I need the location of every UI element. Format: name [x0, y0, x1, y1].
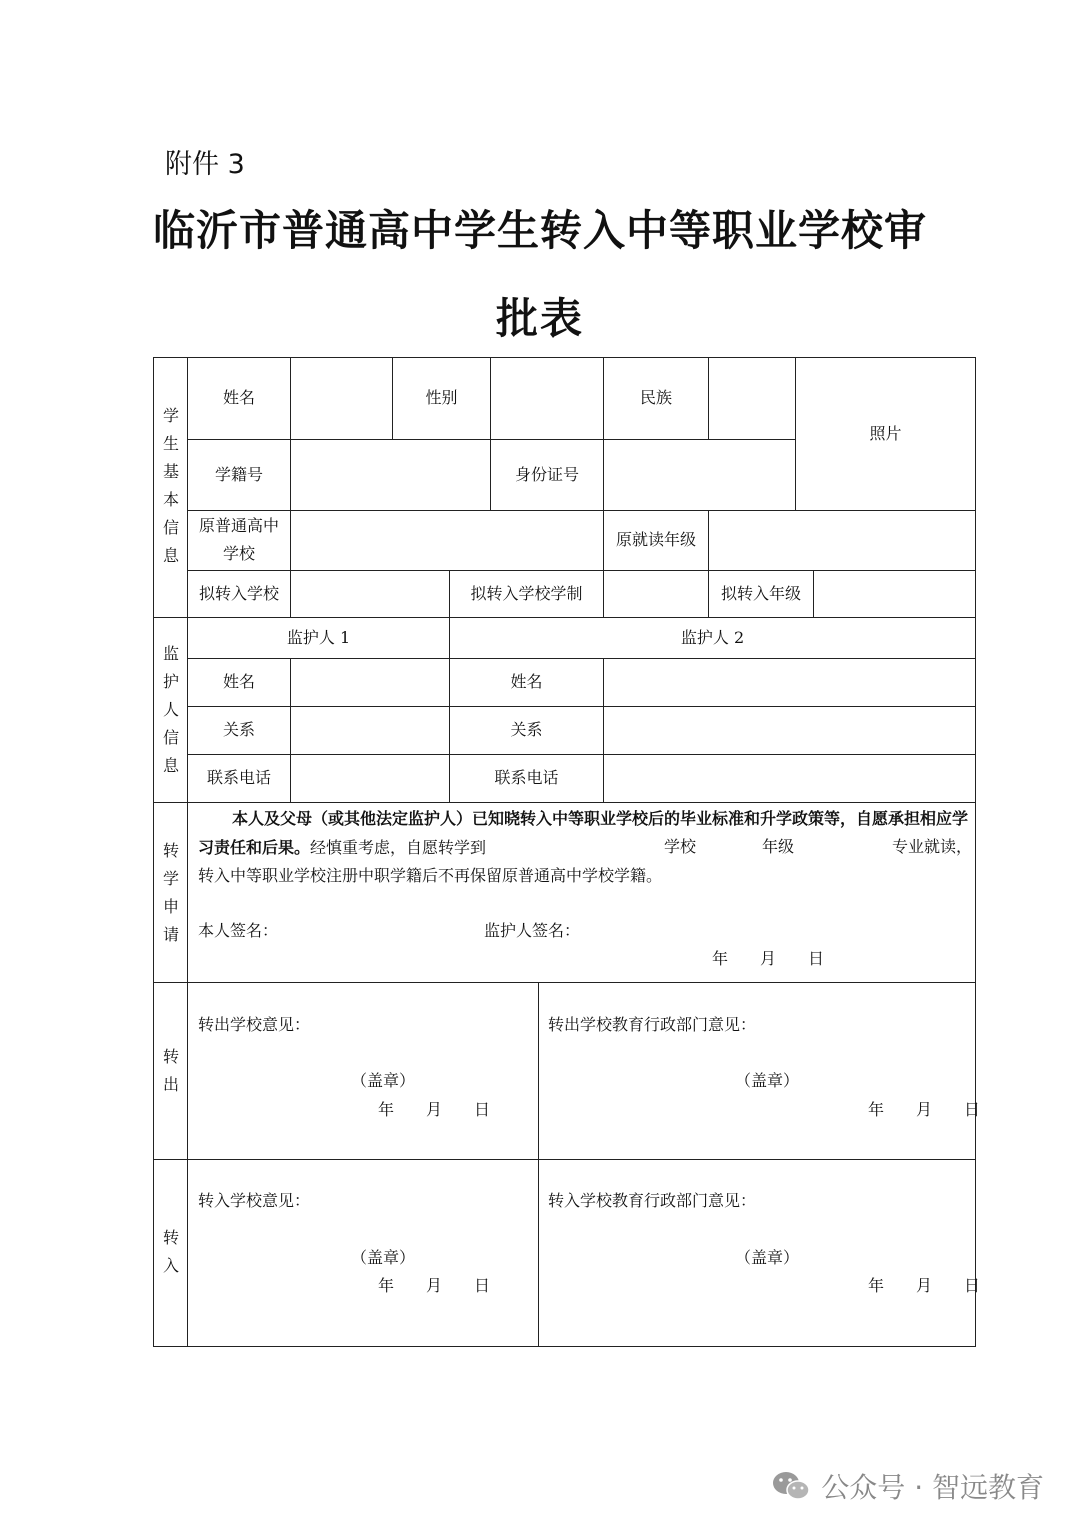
- transfer-in-side-label: 转 入: [162, 1228, 179, 1275]
- application-school-label: 学校: [664, 837, 697, 856]
- student-no-label: 学籍号: [214, 465, 263, 484]
- transfer-in-bureau-opinion: 转入学校教育行政部门意见：: [548, 1191, 757, 1210]
- application-major-label: 专业就读，: [892, 837, 973, 856]
- divider: [490, 357, 491, 511]
- ethnicity-label: 民族: [639, 388, 672, 407]
- transfer-in-school-date: 年 月 日: [378, 1276, 491, 1295]
- form-title-line1: 临沂市普通高中学生转入中等职业学校审: [152, 206, 927, 255]
- transfer-in-school-opinion: 转入学校意见：: [198, 1191, 311, 1210]
- divider: [153, 982, 976, 983]
- table-border-bottom: [153, 1346, 976, 1347]
- form-title-line2: 批表: [495, 294, 584, 343]
- divider: [603, 570, 604, 618]
- guardian1-phone-label: 联系电话: [206, 768, 271, 787]
- divider: [187, 706, 976, 707]
- application-statement: [198, 804, 968, 862]
- self-signature-label: 本人签名：: [198, 921, 279, 940]
- id-no-label: 身份证号: [514, 465, 579, 484]
- application-line3: 转入中等职业学校注册中职学籍后不再保留原普通高中学校学籍。: [198, 866, 663, 885]
- orig-school-label: 原普通高中: [198, 516, 279, 535]
- table-border-top: [153, 357, 976, 358]
- divider: [290, 357, 291, 511]
- divider: [187, 658, 976, 659]
- orig-grade-label: 原就读年级: [615, 530, 696, 549]
- guardian2-name-label: 姓名: [510, 672, 543, 691]
- guardian1-header: 监护人 1: [286, 628, 351, 647]
- transfer-in-school-seal: （盖章）: [351, 1248, 416, 1267]
- transfer-out-school-date: 年 月 日: [378, 1100, 491, 1119]
- divider: [813, 570, 814, 618]
- divider: [708, 357, 709, 440]
- application-side-label: 转 学 申 请: [162, 841, 179, 944]
- guardian1-relation-label: 关系: [222, 720, 255, 739]
- transfer-in-bureau-date: 年 月 日: [868, 1276, 981, 1295]
- photo-label: 照片: [869, 424, 902, 443]
- wechat-icon: [771, 1470, 811, 1502]
- application-line2-text: 经慎重考虑，自愿转学到: [310, 838, 487, 857]
- transfer-out-side-label: 转 出: [162, 1047, 179, 1094]
- watermark-text: 公众号 · 智远教育: [821, 1471, 1044, 1504]
- divider: [153, 1159, 976, 1160]
- name-label: 姓名: [222, 388, 255, 407]
- attachment-label: 附件 3: [165, 149, 245, 180]
- target-grade-label: 拟转入年级: [720, 584, 801, 603]
- gender-label: 性别: [425, 388, 458, 407]
- divider: [290, 510, 291, 571]
- guardian2-phone-label: 联系电话: [494, 768, 559, 787]
- student-info-side-label: 学 生 基 本 信 息: [162, 406, 179, 565]
- guardian-signature-label: 监护人签名：: [484, 921, 581, 940]
- guardian1-name-label: 姓名: [222, 672, 255, 691]
- divider: [290, 570, 291, 618]
- divider: [187, 754, 976, 755]
- divider: [187, 570, 976, 571]
- guardian2-header: 监护人 2: [680, 628, 745, 647]
- table-border-right: [975, 357, 976, 1347]
- watermark: [771, 1466, 1044, 1506]
- divider: [708, 510, 709, 571]
- divider: [603, 658, 604, 803]
- target-system-label: 拟转入学校学制: [470, 584, 583, 603]
- guardian-info-side-label: 监 护 人 信 息: [162, 644, 179, 775]
- transfer-out-bureau-opinion: 转出学校教育行政部门意见：: [548, 1015, 757, 1034]
- transfer-out-bureau-date: 年 月 日: [868, 1100, 981, 1119]
- transfer-out-school-seal: （盖章）: [351, 1071, 416, 1090]
- divider: [187, 510, 976, 511]
- application-date: 年 月 日: [712, 949, 825, 968]
- application-grade-label: 年级: [762, 837, 795, 856]
- transfer-in-bureau-seal: （盖章）: [735, 1248, 800, 1267]
- orig-school-label-2: 学校: [222, 544, 255, 563]
- target-school-label: 拟转入学校: [198, 584, 279, 603]
- divider: [153, 802, 976, 803]
- application-bold-text: 本人及父母（或其他法定监护人）已知晓转入中等职业学校后的毕业标准和升学政策等，自愿承担相应学习责任和后果。: [198, 809, 969, 857]
- divider: [290, 658, 291, 803]
- divider: [187, 439, 796, 440]
- divider: [538, 982, 539, 1347]
- guardian2-relation-label: 关系: [510, 720, 543, 739]
- transfer-out-school-opinion: 转出学校意见：: [198, 1015, 311, 1034]
- transfer-out-bureau-seal: （盖章）: [735, 1071, 800, 1090]
- divider: [153, 617, 976, 618]
